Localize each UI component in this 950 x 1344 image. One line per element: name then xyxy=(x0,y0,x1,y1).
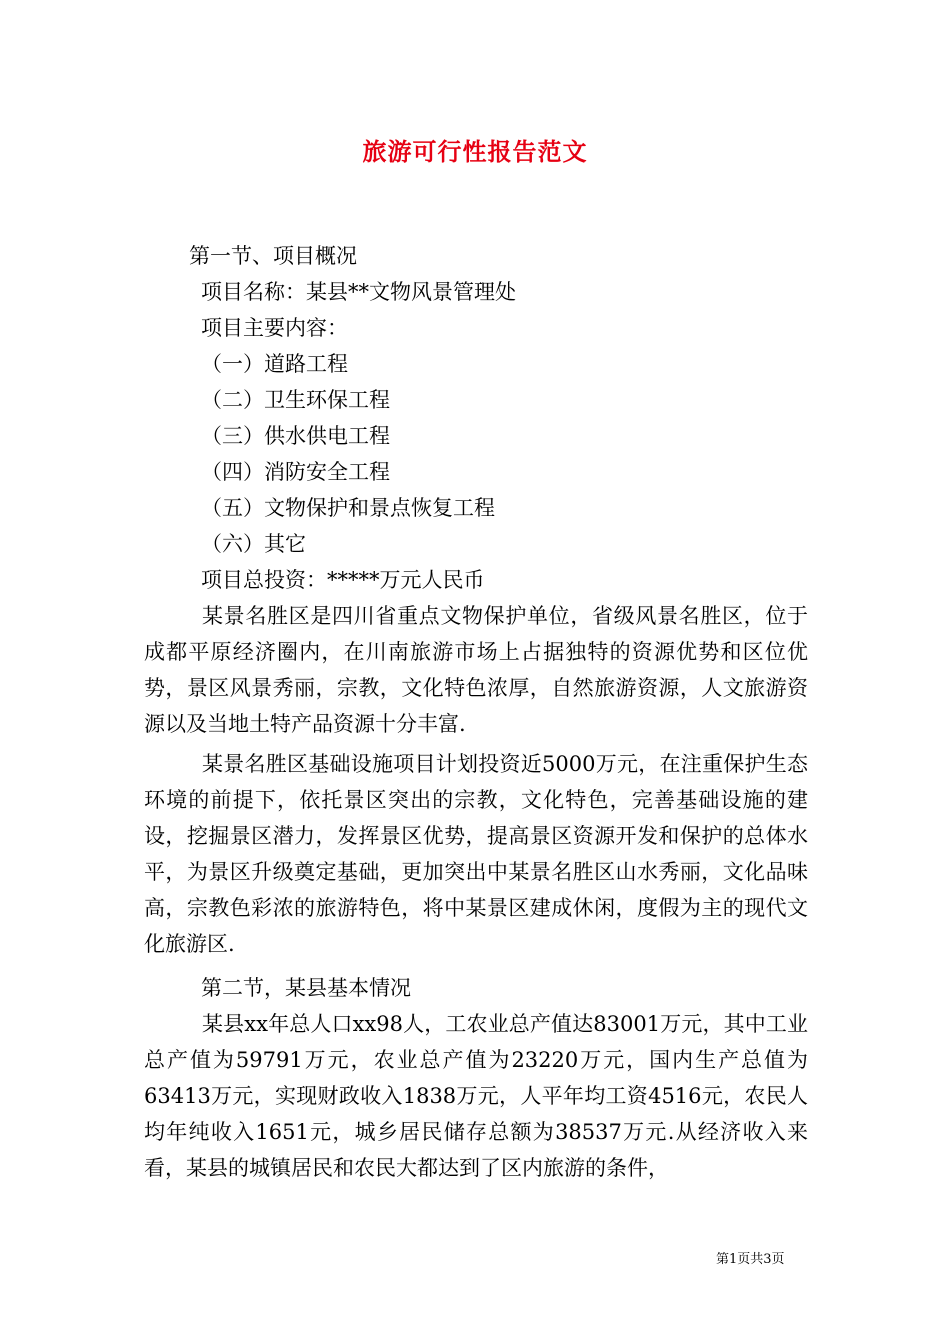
list-item: （五）文物保护和景点恢复工程 xyxy=(201,496,495,520)
list-item: （一）道路工程 xyxy=(201,352,348,376)
list-item: （四）消防安全工程 xyxy=(201,460,390,484)
paragraph-investment-plan: 某景名胜区基础设施项目计划投资近5000万元，在注重保护生态环境的前提下，依托景区突出的宗教，文化特色，完善基础设施的建设，挖掘景区潜力，发挥景区优势，提高景区资源开发和保护的总体水平，为景区升级奠定基础，更加突出中某景名胜区山水秀丽，文化品味高，宗教色彩浓的旅游特色，将中某景区建成休闲，度假为主的现代文化旅游区. xyxy=(144,752,808,956)
section2-heading: 第二节，某县基本情况 xyxy=(201,976,411,1000)
investment-line: 项目总投资：*****万元人民币 xyxy=(201,568,485,592)
list-item: （六）其它 xyxy=(201,532,306,556)
list-item: （三）供水供电工程 xyxy=(201,424,390,448)
content-label: 项目主要内容： xyxy=(201,316,348,340)
project-name: 项目名称：某县**文物风景管理处 xyxy=(201,280,516,304)
paragraph-county-economy: 某县xx年总人口xx98人，工农业总产值达83001万元，其中工业总产值为59791万元，农业总产值为23220万元，国内生产总值为63413万元，实现财政收入1838万元，人平年均工资4516元，农民人均年纯收入1651元，城乡居民储存总额为38537万元.从经济收入来看，某县的城镇居民和农民大都达到了区内旅游的条件， xyxy=(144,1012,808,1180)
list-item: （二）卫生环保工程 xyxy=(201,388,390,412)
page-number: 第1页共3页 xyxy=(716,1252,785,1267)
document-title: 旅游可行性报告范文 xyxy=(362,137,588,166)
section1-heading: 第一节、项目概况 xyxy=(189,244,357,268)
paragraph-scenic-area: 某景名胜区是四川省重点文物保护单位，省级风景名胜区，位于成都平原经济圈内，在川南旅游市场上占据独特的资源优势和区位优势，景区风景秀丽，宗教，文化特色浓厚，自然旅游资源，人文旅游资源以及当地土特产品资源十分丰富. xyxy=(144,604,808,736)
